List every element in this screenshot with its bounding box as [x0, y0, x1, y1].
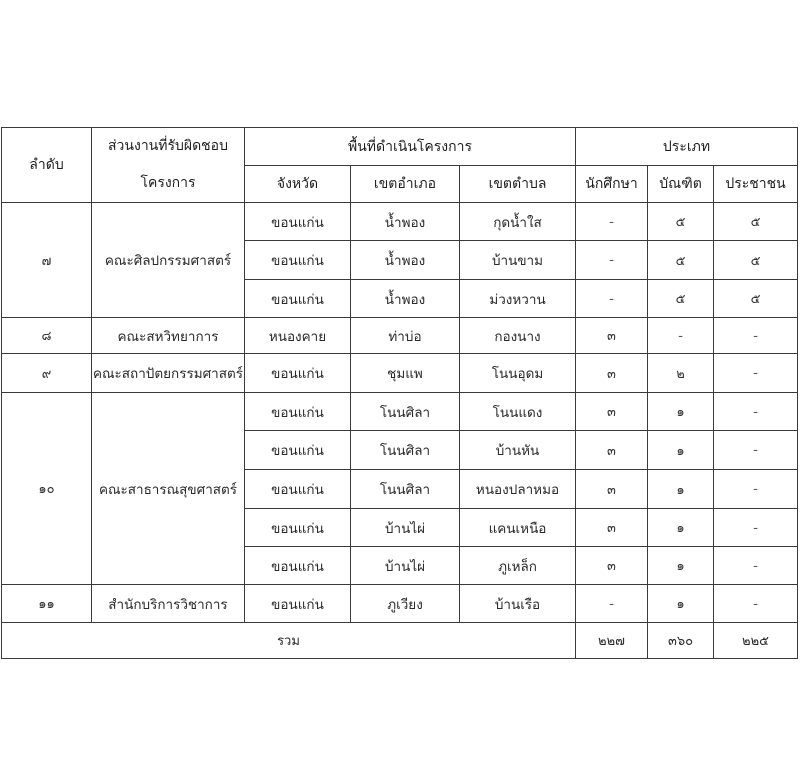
table-row	[2, 318, 798, 354]
province-cell: ขอนแก่น	[245, 354, 351, 393]
subdistrict-cell: กองนาง	[460, 318, 576, 354]
graduates-cell: -	[648, 318, 714, 354]
students-cell: ๓	[576, 431, 648, 470]
order-cell: ๘	[2, 318, 92, 354]
subdistrict-cell: โนนอุดม	[460, 354, 576, 393]
table-row	[2, 203, 798, 241]
graduates-cell: ๑	[648, 547, 714, 585]
total-students: ๒๒๗	[576, 623, 648, 659]
header-subdistrict: เขตตำบล	[460, 166, 576, 203]
district-cell: โนนศิลา	[351, 393, 460, 431]
province-cell: ขอนแก่น	[245, 509, 351, 547]
subdistrict-cell: โนนแดง	[460, 393, 576, 431]
students-cell: ๓	[576, 318, 648, 354]
district-cell: บ้านไผ่	[351, 509, 460, 547]
order-cell: ๑๐	[2, 393, 92, 585]
subdistrict-cell: บ้านหัน	[460, 431, 576, 470]
order-cell: ๑๑	[2, 585, 92, 623]
graduates-cell: ๑	[648, 431, 714, 470]
students-cell: ๓	[576, 354, 648, 393]
province-cell: ขอนแก่น	[245, 431, 351, 470]
students-cell: -	[576, 280, 648, 318]
students-cell: -	[576, 241, 648, 280]
district-cell: น้ำพอง	[351, 203, 460, 241]
unit-cell: คณะสถาปัตยกรรมศาสตร์	[92, 354, 245, 393]
district-cell: โนนศิลา	[351, 431, 460, 470]
province-cell: ขอนแก่น	[245, 470, 351, 509]
unit-cell: คณะสาธารณสุขศาสตร์	[92, 393, 245, 585]
header-area: พื้นที่ดำเนินโครงการ	[245, 128, 576, 166]
district-cell: ภูเวียง	[351, 585, 460, 623]
graduates-cell: ๕	[648, 241, 714, 280]
public-cell: ๕	[714, 203, 798, 241]
public-cell: -	[714, 318, 798, 354]
graduates-cell: ๑	[648, 393, 714, 431]
unit-cell: คณะสหวิทยาการ	[92, 318, 245, 354]
subdistrict-cell: ม่วงหวาน	[460, 280, 576, 318]
graduates-cell: ๑	[648, 470, 714, 509]
district-cell: ชุมแพ	[351, 354, 460, 393]
header-unit-line1: ส่วนงานที่รับผิดชอบ	[108, 138, 228, 154]
public-cell: -	[714, 585, 798, 623]
public-cell: -	[714, 509, 798, 547]
province-cell: หนองคาย	[245, 318, 351, 354]
district-cell: น้ำพอง	[351, 241, 460, 280]
students-cell: -	[576, 585, 648, 623]
subdistrict-cell: กุดน้ำใส	[460, 203, 576, 241]
public-cell: ๕	[714, 280, 798, 318]
table-row	[2, 393, 798, 431]
unit-cell: สำนักบริการวิชาการ	[92, 585, 245, 623]
public-cell: ๕	[714, 241, 798, 280]
header-unit	[92, 128, 245, 203]
graduates-cell: ๕	[648, 280, 714, 318]
public-cell: -	[714, 354, 798, 393]
public-cell: -	[714, 431, 798, 470]
header-province: จังหวัด	[245, 166, 351, 203]
subdistrict-cell: ภูเหล็ก	[460, 547, 576, 585]
graduates-cell: ๒	[648, 354, 714, 393]
students-cell: ๓	[576, 393, 648, 431]
district-cell: บ้านไผ่	[351, 547, 460, 585]
total-row	[2, 623, 798, 659]
subdistrict-cell: หนองปลาหมอ	[460, 470, 576, 509]
students-cell: ๓	[576, 470, 648, 509]
header-row-1	[2, 128, 798, 166]
header-public: ประชาชน	[714, 166, 798, 203]
province-cell: ขอนแก่น	[245, 547, 351, 585]
unit-cell: คณะศิลปกรรมศาสตร์	[92, 203, 245, 318]
public-cell: -	[714, 470, 798, 509]
total-public: ๒๒๕	[714, 623, 798, 659]
graduates-cell: ๑	[648, 509, 714, 547]
order-cell: ๙	[2, 354, 92, 393]
province-cell: ขอนแก่น	[245, 393, 351, 431]
total-graduates: ๓๖๐	[648, 623, 714, 659]
district-cell: โนนศิลา	[351, 470, 460, 509]
district-cell: น้ำพอง	[351, 280, 460, 318]
total-label: รวม	[2, 623, 576, 659]
district-cell: ท่าบ่อ	[351, 318, 460, 354]
project-area-table	[1, 127, 798, 659]
header-type: ประเภท	[576, 128, 798, 166]
students-cell: -	[576, 203, 648, 241]
province-cell: ขอนแก่น	[245, 280, 351, 318]
graduates-cell: ๕	[648, 203, 714, 241]
header-students: นักศึกษา	[576, 166, 648, 203]
table-row	[2, 354, 798, 393]
public-cell: -	[714, 393, 798, 431]
subdistrict-cell: บ้านเรือ	[460, 585, 576, 623]
header-district: เขตอำเภอ	[351, 166, 460, 203]
header-order: ลำดับ	[2, 128, 92, 203]
graduates-cell: ๑	[648, 585, 714, 623]
header-unit-line2: โครงการ	[140, 175, 196, 191]
order-cell: ๗	[2, 203, 92, 318]
province-cell: ขอนแก่น	[245, 585, 351, 623]
students-cell: ๓	[576, 547, 648, 585]
public-cell: -	[714, 547, 798, 585]
province-cell: ขอนแก่น	[245, 203, 351, 241]
students-cell: ๓	[576, 509, 648, 547]
header-graduates: บัณฑิต	[648, 166, 714, 203]
subdistrict-cell: บ้านขาม	[460, 241, 576, 280]
table-row	[2, 585, 798, 623]
subdistrict-cell: แคนเหนือ	[460, 509, 576, 547]
province-cell: ขอนแก่น	[245, 241, 351, 280]
